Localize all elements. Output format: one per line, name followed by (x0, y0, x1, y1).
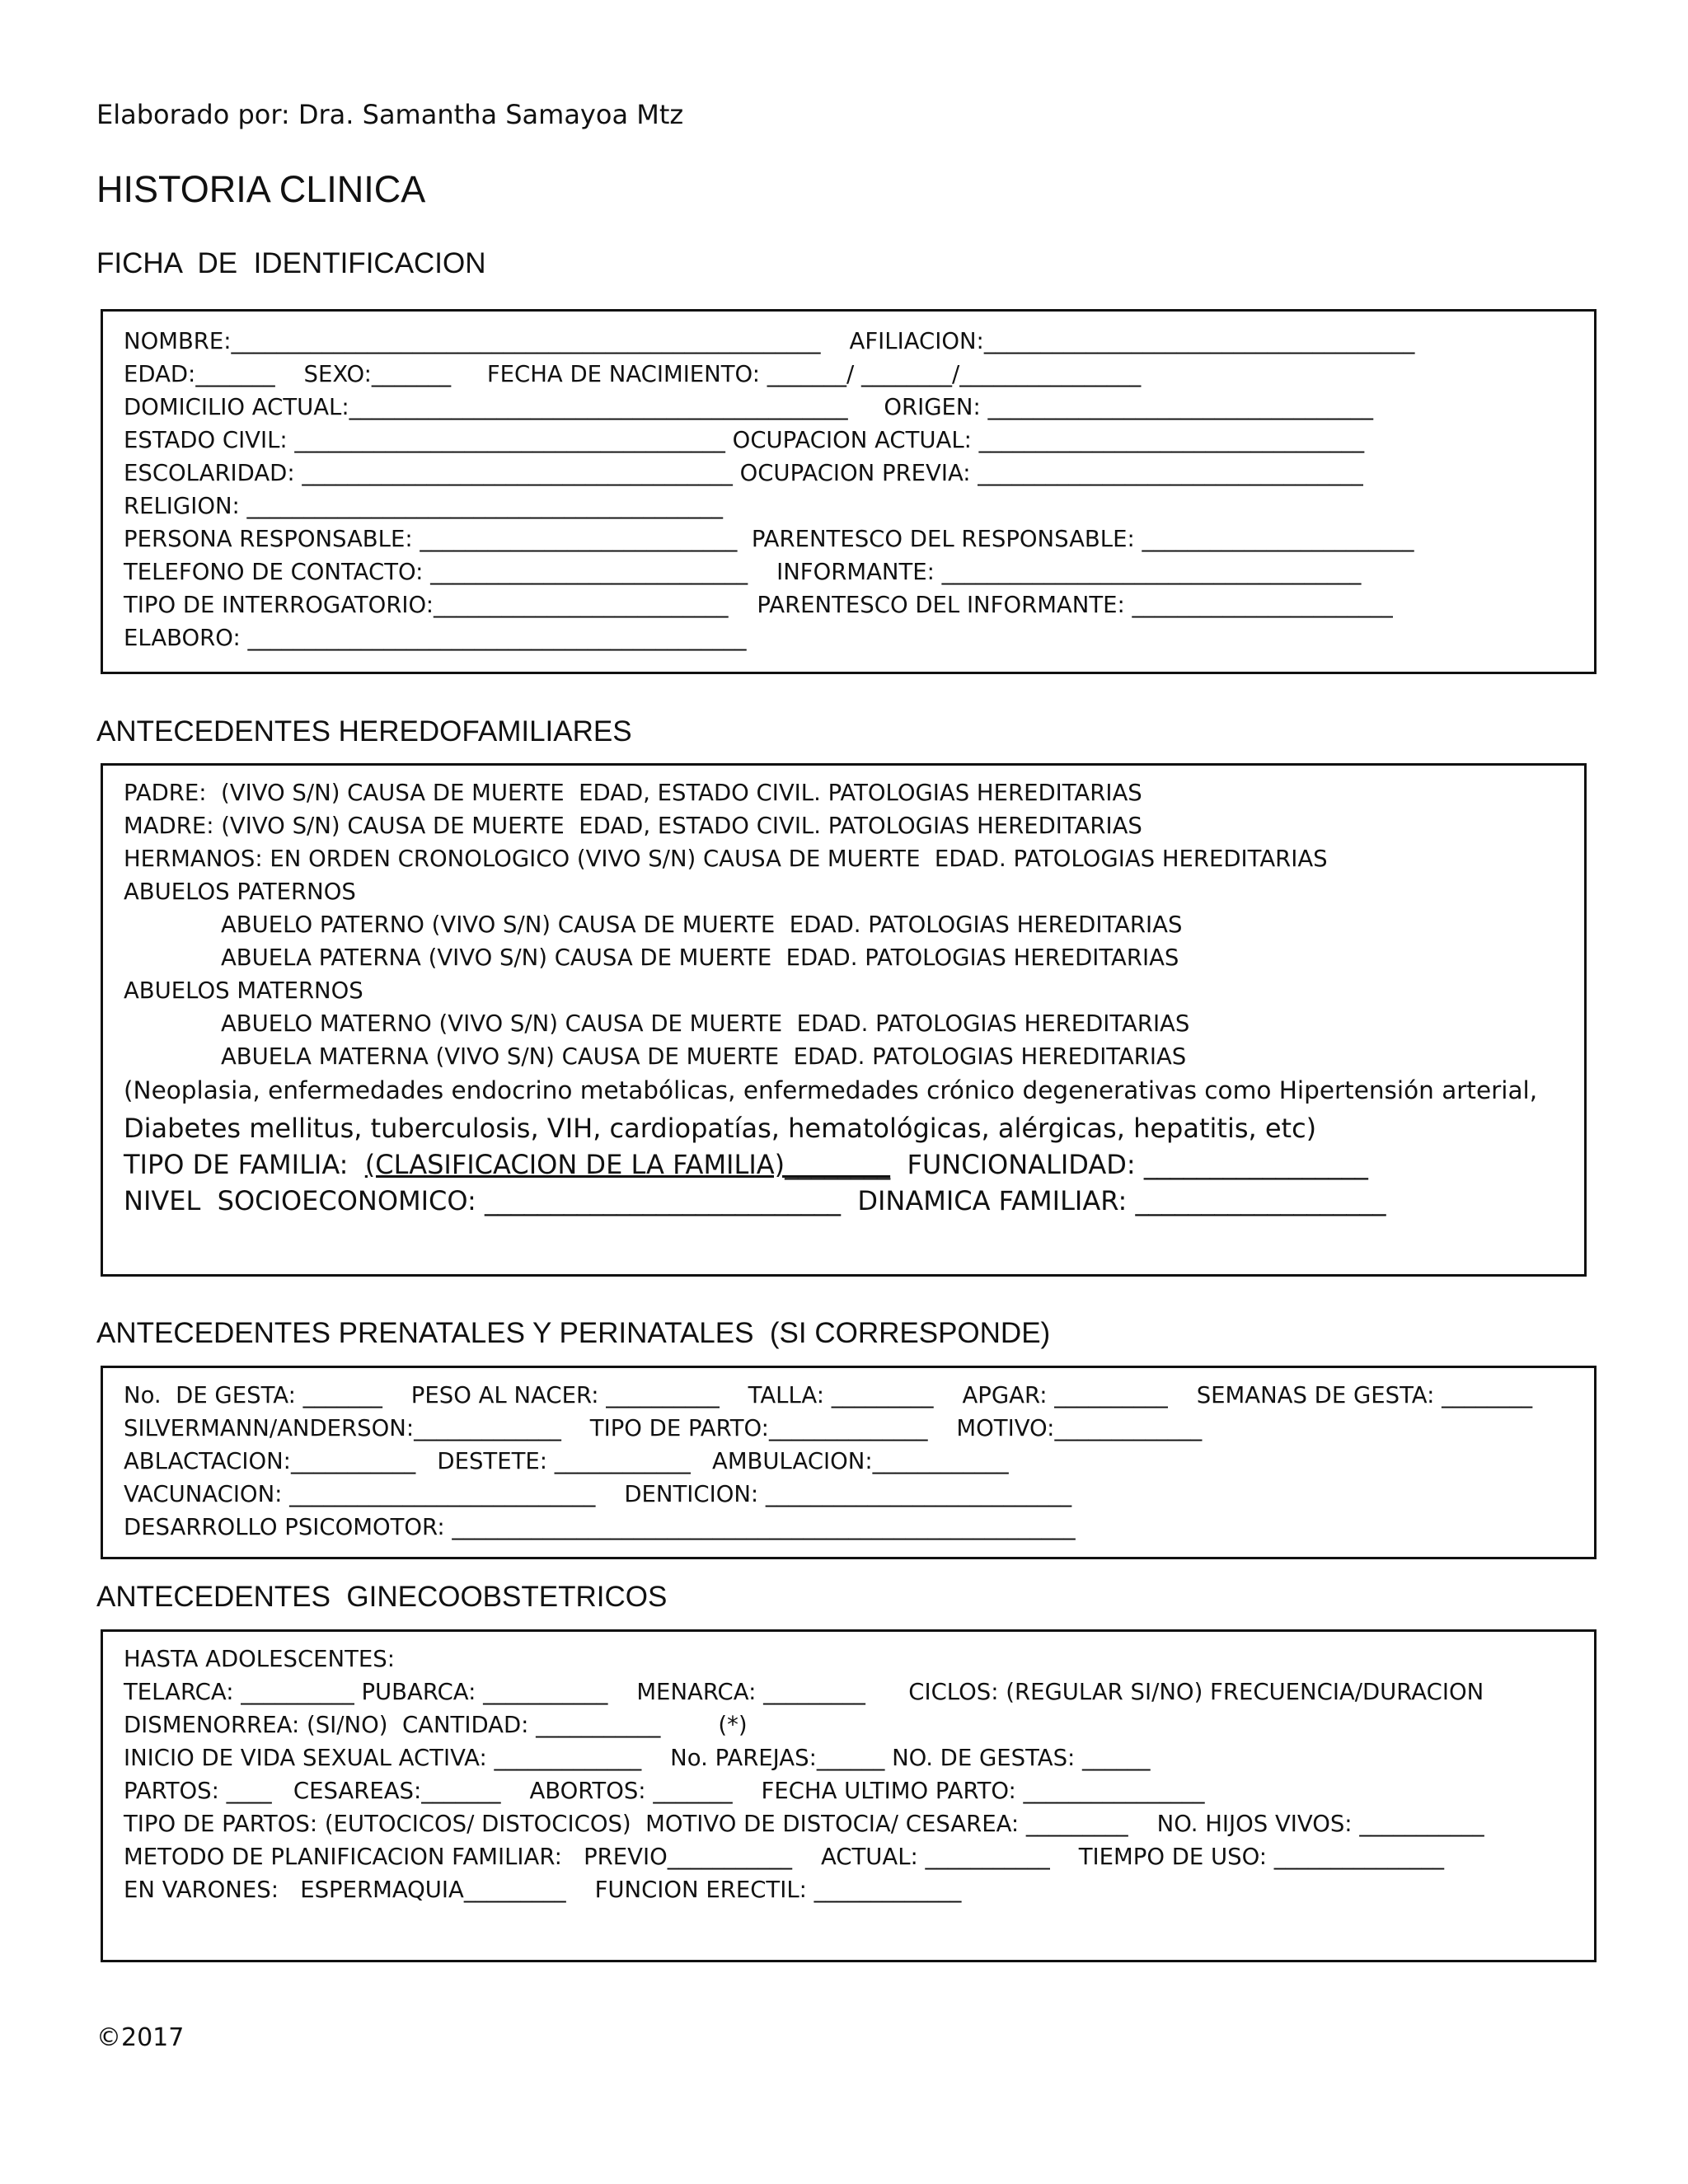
prenatales-line-gesta: No. DE GESTA: _______ PESO AL NACER: __________ TALLA: _________ APGAR: __________ SEMANAS DE GESTA: ________ (124, 1382, 1533, 1408)
ficha-line-elaboro: ELABORO: ____________________________________________ (124, 625, 747, 651)
funcionalidad-field: FUNCIONALIDAD: _________________ (890, 1149, 1368, 1180)
gineco-line-telarca: TELARCA: __________ PUBARCA: ___________ MENARCA: _________ CICLOS: (REGULAR SI/NO) FRECUENCIA/DURACION (124, 1679, 1484, 1705)
ficha-box (101, 309, 1597, 674)
ficha-line-domicilio: DOMICILIO ACTUAL:____________________________________________ ORIGEN: __________________________________ (124, 394, 1373, 420)
prenatales-line-silvermann: SILVERMANN/ANDERSON:_____________ TIPO DE PARTO:______________ MOTIVO:_____________ (124, 1415, 1203, 1441)
ficha-line-estado-civil: ESTADO CIVIL: ______________________________________ OCUPACION ACTUAL: __________________________________ (124, 427, 1365, 453)
heredo-line-abuelos-paternos: ABUELOS PATERNOS (124, 879, 356, 905)
ficha-line-escolaridad: ESCOLARIDAD: ______________________________________ OCUPACION PREVIA: __________________________________ (124, 460, 1363, 486)
ficha-line-responsable: PERSONA RESPONSABLE: ____________________________ PARENTESCO DEL RESPONSABLE: ________________________ (124, 526, 1414, 552)
heredo-line-madre: MADRE: (VIVO S/N) CAUSA DE MUERTE EDAD, ESTADO CIVIL. PATOLOGIAS HEREDITARIAS (124, 813, 1142, 839)
gineco-line-ivsa: INICIO DE VIDA SEXUAL ACTIVA: _____________ No. PAREJAS:______ NO. DE GESTAS: ______ (124, 1745, 1151, 1771)
copyright: ©2017 (96, 2023, 185, 2052)
tipo-familia-value: (CLASIFICACION DE LA FAMILIA)________ (364, 1149, 891, 1180)
tipo-familia-label: TIPO DE FAMILIA: (124, 1149, 365, 1180)
heredo-line-abuela-materna: ABUELA MATERNA (VIVO S/N) CAUSA DE MUERTE EDAD. PATOLOGIAS HEREDITARIAS (221, 1043, 1187, 1070)
gineco-line-dismenorrea: DISMENORREA: (SI/NO) CANTIDAD: ___________ (*) (124, 1712, 748, 1738)
ficha-line-interrogatorio: TIPO DE INTERROGATORIO:__________________________ PARENTESCO DEL INFORMANTE: _______________________ (124, 592, 1393, 618)
prenatales-line-vacunacion: VACUNACION: ___________________________ DENTICION: ___________________________ (124, 1481, 1072, 1507)
gineco-line-planificacion: METODO DE PLANIFICACION FAMILIAR: PREVIO___________ ACTUAL: ___________ TIEMPO DE USO: _______________ (124, 1844, 1445, 1870)
heredo-line-abuelo-materno: ABUELO MATERNO (VIVO S/N) CAUSA DE MUERTE EDAD. PATOLOGIAS HEREDITARIAS (221, 1010, 1190, 1037)
ficha-line-nombre: NOMBRE:____________________________________________________ AFILIACION:______________________________________ (124, 328, 1415, 354)
gineco-line-partos: PARTOS: ____ CESAREAS:_______ ABORTOS: _______ FECHA ULTIMO PARTO: ________________ (124, 1778, 1205, 1804)
prenatales-line-psicomotor: DESARROLLO PSICOMOTOR: _______________________________________________________ (124, 1514, 1076, 1540)
ficha-line-telefono: TELEFONO DE CONTACTO: ____________________________ INFORMANTE: _____________________________________ (124, 559, 1362, 585)
prenatales-box (101, 1366, 1597, 1559)
section-heading-gineco: ANTECEDENTES GINECOOBSTETRICOS (96, 1581, 668, 1613)
prenatales-line-ablactacion: ABLACTACION:___________ DESTETE: ____________ AMBULACION:____________ (124, 1448, 1009, 1474)
heredo-line-padre: PADRE: (VIVO S/N) CAUSA DE MUERTE EDAD, ESTADO CIVIL. PATOLOGIAS HEREDITARIAS (124, 780, 1142, 806)
gineco-line-adolescentes: HASTA ADOLESCENTES: (124, 1646, 395, 1672)
gineco-line-varones: EN VARONES: ESPERMAQUIA_________ FUNCION ERECTIL: _____________ (124, 1877, 962, 1903)
heredo-line-abuelos-maternos: ABUELOS MATERNOS (124, 977, 363, 1004)
heredo-line-abuela-paterna: ABUELA PATERNA (VIVO S/N) CAUSA DE MUERTE EDAD. PATOLOGIAS HEREDITARIAS (221, 944, 1179, 971)
heredo-line-nivel: NIVEL SOCIOECONOMICO: ___________________________ DINAMICA FAMILIAR: ___________________ (124, 1185, 1386, 1216)
heredo-line-patologias-2: Diabetes mellitus, tuberculosis, VIH, cardiopatías, hematológicas, alérgicas, hepatitis, etc) (124, 1113, 1317, 1144)
heredo-box (101, 763, 1587, 1277)
section-heading-prenatales: ANTECEDENTES PRENATALES Y PERINATALES (SI CORRESPONDE) (96, 1317, 1051, 1349)
page-title: HISTORIA CLINICA (96, 168, 426, 210)
section-heading-ficha: FICHA DE IDENTIFICACION (96, 247, 486, 279)
ficha-line-religion: RELIGION: __________________________________________ (124, 493, 724, 519)
gineco-line-tipo-partos: TIPO DE PARTOS: (EUTOCICOS/ DISTOCICOS) MOTIVO DE DISTOCIA/ CESAREA: _________ NO. HIJOS VIVOS: ___________ (124, 1811, 1484, 1837)
section-heading-heredo: ANTECEDENTES HEREDOFAMILIARES (96, 715, 632, 748)
heredo-line-abuelo-paterno: ABUELO PATERNO (VIVO S/N) CAUSA DE MUERTE EDAD. PATOLOGIAS HEREDITARIAS (221, 912, 1183, 938)
heredo-line-patologias-1: (Neoplasia, enfermedades endocrino metabólicas, enfermedades crónico degenerativas como Hipertensión arterial, (124, 1076, 1538, 1104)
gineco-box (101, 1629, 1597, 1962)
ficha-line-edad: EDAD:_______ SEXO:_______ FECHA DE NACIMIENTO: _______/ ________/________________ (124, 361, 1142, 387)
author-line: Elaborado por: Dra. Samantha Samayoa Mtz (96, 99, 684, 130)
heredo-line-tipo-familia (124, 1149, 1368, 1180)
heredo-line-hermanos: HERMANOS: EN ORDEN CRONOLOGICO (VIVO S/N) CAUSA DE MUERTE EDAD. PATOLOGIAS HEREDITARIAS (124, 846, 1328, 872)
